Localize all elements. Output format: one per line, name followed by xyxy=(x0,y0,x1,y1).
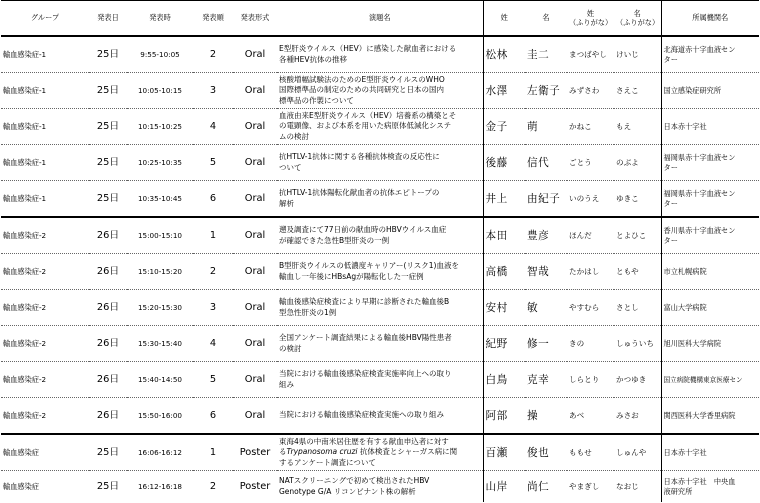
sei-cell: 松林 xyxy=(483,36,525,73)
mei-cell: 操 xyxy=(525,398,567,435)
header-order: 発表順 xyxy=(193,1,233,37)
sei-cell: 山岸 xyxy=(483,471,525,503)
time-cell: 16:12-16:18 xyxy=(137,481,183,491)
date-cell: 25日 xyxy=(89,181,127,218)
mei-cell: 由紀子 xyxy=(525,181,567,218)
group-cell: 輸血感染症 xyxy=(3,481,39,491)
table-row xyxy=(1,217,759,254)
date-cell: 26日 xyxy=(89,326,127,362)
order-cell: 4 xyxy=(193,109,233,145)
mei-kana-cell: しゅういち xyxy=(614,326,661,362)
mei-cell: 萌 xyxy=(525,109,567,145)
format-cell: Oral xyxy=(233,217,277,254)
sei-kana-cell: きの xyxy=(567,326,614,362)
format-cell: Oral xyxy=(233,36,277,73)
sei-kana-cell: やまぎし xyxy=(569,481,600,491)
title-cell: E型肝炎ウイルス（HEV）に感染した献血者における 各種HEV抗体の推移 xyxy=(277,36,483,73)
order-cell: 3 xyxy=(193,73,233,109)
mei-cell: 尚仁 xyxy=(527,480,550,493)
title-cell: 輸血後感染症検査により早期に診断された輸血後B 型急性肝炎の1例 xyxy=(277,290,483,326)
mei-cell: 敏 xyxy=(525,290,567,326)
header-format: 発表形式 xyxy=(233,1,277,37)
time-cell: 15:50-16:00 xyxy=(127,398,193,435)
format-cell: Oral xyxy=(233,145,277,181)
affiliation-cell: 日本赤十字社 xyxy=(661,109,759,145)
group-cell: 輸血感染症-2 xyxy=(1,217,89,254)
group-cell: 輸血感染症-1 xyxy=(1,36,89,73)
group-cell: 輸血感染症-2 xyxy=(1,398,89,435)
affiliation-cell: 日本赤十字社 xyxy=(661,434,759,471)
group-cell: 輸血感染症-1 xyxy=(1,181,89,218)
affiliation-cell: 日本赤十字社 中央血 液研究所 xyxy=(661,471,759,503)
order-cell: 2 xyxy=(209,480,217,492)
affiliation-cell: 国立病院機構東京医療セン xyxy=(661,362,759,398)
sei-cell: 金子 xyxy=(483,109,525,145)
title-cell: 当院における輸血後感染症検査実施への取り組み xyxy=(277,398,483,435)
format-cell: Poster xyxy=(233,434,277,471)
table-row xyxy=(1,471,759,503)
affiliation-cell: 香川県赤十字血液セン ター xyxy=(661,217,759,254)
order-cell: 3 xyxy=(193,290,233,326)
sei-cell: 高橋 xyxy=(483,254,525,290)
table-row xyxy=(1,109,759,145)
format-cell: Poster xyxy=(239,480,271,492)
sei-kana-cell: ももせ xyxy=(567,434,614,471)
sei-cell: 本田 xyxy=(483,217,525,254)
header-group: グループ xyxy=(1,1,89,37)
date-cell: 26日 xyxy=(89,398,127,435)
mei-kana-cell: のぶよ xyxy=(614,145,661,181)
table-row xyxy=(1,326,759,362)
mei-cell: 俊也 xyxy=(525,434,567,471)
order-cell: 2 xyxy=(193,36,233,73)
title-cell: B型肝炎ウイルスの低濃度キャリアー(リスク1)血液を 輸血し一年後にHBsAgが陽転化した一症例 xyxy=(277,254,483,290)
mei-cell: 信代 xyxy=(525,145,567,181)
mei-cell: 智哉 xyxy=(525,254,567,290)
title-cell: 核酸増幅試験法のためのE型肝炎ウイルスのWHO 国際標準品の制定のための共同研究と日本の国内 標準品の作製について xyxy=(277,73,483,109)
date-cell: 25日 xyxy=(89,434,127,471)
sei-cell: 紀野 xyxy=(483,326,525,362)
mei-cell: 圭二 xyxy=(525,36,567,73)
order-cell: 4 xyxy=(193,326,233,362)
mei-kana-cell: さえこ xyxy=(614,73,661,109)
header-mei: 名 xyxy=(525,1,567,37)
mei-cell: 克幸 xyxy=(525,362,567,398)
sei-kana-cell: まつばやし xyxy=(567,36,614,73)
sei-cell: 阿部 xyxy=(483,398,525,435)
header-row xyxy=(1,1,759,37)
group-cell: 輸血感染症-1 xyxy=(1,73,89,109)
header-title: 演題名 xyxy=(277,1,483,37)
time-cell: 10:15-10:25 xyxy=(127,109,193,145)
title-cell: 抗HTLV-1抗体陽転化献血者の抗体エピトープの 解析 xyxy=(277,181,483,218)
table-row xyxy=(1,254,759,290)
sei-cell: 白鳥 xyxy=(483,362,525,398)
date-cell: 25日 xyxy=(96,480,120,492)
order-cell: 1 xyxy=(193,434,233,471)
mei-kana-cell: もえ xyxy=(614,109,661,145)
format-cell: Oral xyxy=(233,326,277,362)
order-cell: 2 xyxy=(193,254,233,290)
order-cell: 1 xyxy=(193,217,233,254)
time-cell: 15:20-15:30 xyxy=(127,290,193,326)
title-cell: 当院における輸血後感染症検査実施率向上への取り 組み xyxy=(277,362,483,398)
mei-kana-cell: さとし xyxy=(614,290,661,326)
sei-kana-cell: みずさわ xyxy=(567,73,614,109)
presentation-table xyxy=(1,0,759,502)
time-cell: 15:00-15:10 xyxy=(127,217,193,254)
time-cell: 15:40-14:50 xyxy=(127,362,193,398)
affiliation-cell: 富山大学病院 xyxy=(661,290,759,326)
table-row xyxy=(1,398,759,435)
format-cell: Oral xyxy=(233,254,277,290)
format-cell: Oral xyxy=(233,109,277,145)
order-cell: 6 xyxy=(193,181,233,218)
header-time: 発表時 xyxy=(127,1,193,37)
sei-kana-cell: ごとう xyxy=(567,145,614,181)
affiliation-cell: 市立札幌病院 xyxy=(661,254,759,290)
date-cell: 25日 xyxy=(89,36,127,73)
title-cell: 東海4県の中南米居住歴を有する献血申込者に対す るTrypanosoma cruzi 抗体検査とシャーガス病に関 するアンケート調査について xyxy=(277,434,483,471)
date-cell: 26日 xyxy=(89,217,127,254)
mei-cell: 左衛子 xyxy=(525,73,567,109)
date-cell: 26日 xyxy=(89,362,127,398)
affiliation-cell: 北海道赤十字血液セン ター xyxy=(661,36,759,73)
sei-kana-cell: ほんだ xyxy=(567,217,614,254)
date-cell: 25日 xyxy=(89,145,127,181)
mei-cell: 豊彦 xyxy=(525,217,567,254)
order-cell: 6 xyxy=(193,398,233,435)
sei-cell: 安村 xyxy=(483,290,525,326)
mei-cell: 修一 xyxy=(525,326,567,362)
sei-cell: 後藤 xyxy=(483,145,525,181)
mei-kana-cell: ともや xyxy=(614,254,661,290)
group-cell: 輸血感染症-2 xyxy=(1,326,89,362)
time-cell: 16:06-16:12 xyxy=(127,434,193,471)
time-cell: 10:25-10:35 xyxy=(127,145,193,181)
table-row xyxy=(1,181,759,218)
header-date: 発表日 xyxy=(89,1,127,37)
table-row xyxy=(1,73,759,109)
sei-kana-cell: かねこ xyxy=(567,109,614,145)
mei-kana-cell: しゅんや xyxy=(614,434,661,471)
mei-kana-cell: けいじ xyxy=(614,36,661,73)
group-cell: 輸血感染症 xyxy=(1,434,89,471)
sei-kana-cell: やすむら xyxy=(567,290,614,326)
group-cell: 輸血感染症-2 xyxy=(1,254,89,290)
format-cell: Oral xyxy=(233,73,277,109)
table-row xyxy=(1,434,759,471)
table-row xyxy=(1,36,759,73)
group-cell: 輸血感染症-2 xyxy=(1,362,89,398)
title-cell: 抗HTLV-1抗体に関する各種抗体検査の反応性に ついて xyxy=(277,145,483,181)
mei-kana-cell: かつゆき xyxy=(614,362,661,398)
header-affiliation: 所属機関名 xyxy=(661,1,759,37)
format-cell: Oral xyxy=(233,290,277,326)
mei-kana-cell: なおじ xyxy=(616,481,639,491)
affiliation-cell: 旭川医科大学病院 xyxy=(661,326,759,362)
time-cell: 9:55-10:05 xyxy=(127,36,193,73)
order-cell: 5 xyxy=(193,362,233,398)
title-cell: NATスクリーニングで初めて検出されたHBV Genotype G/A リコンビナント株の解析 xyxy=(279,476,430,496)
affiliation-cell: 福岡県赤十字血液セン ター xyxy=(661,181,759,218)
date-cell: 25日 xyxy=(89,73,127,109)
format-cell: Oral xyxy=(233,181,277,218)
sei-cell: 百瀬 xyxy=(483,434,525,471)
format-cell: Oral xyxy=(233,362,277,398)
affiliation-cell: 福岡県赤十字血液セン ター xyxy=(661,145,759,181)
time-cell: 10:05-10:15 xyxy=(127,73,193,109)
date-cell: 26日 xyxy=(89,254,127,290)
table-row xyxy=(1,145,759,181)
group-cell: 輸血感染症-2 xyxy=(1,290,89,326)
mei-kana-cell: とよひこ xyxy=(614,217,661,254)
sei-kana-cell: いのうえ xyxy=(567,181,614,218)
date-cell: 25日 xyxy=(89,109,127,145)
header-sei-kana: 姓 （ふりがな） xyxy=(567,1,614,37)
sei-kana-cell: しらとり xyxy=(567,362,614,398)
title-cell: 血液由来E型肝炎ウイルス（HEV）培養系の構築とそ の電顕像、および本系を用いた病原体低減化システ ムの検討 xyxy=(277,109,483,145)
sei-cell: 水澤 xyxy=(483,73,525,109)
affiliation-cell: 関西医科大学香里病院 xyxy=(661,398,759,435)
group-cell: 輸血感染症-1 xyxy=(1,109,89,145)
group-cell: 輸血感染症-1 xyxy=(1,145,89,181)
format-cell: Oral xyxy=(233,398,277,435)
table-row xyxy=(1,290,759,326)
time-cell: 10:35-10:45 xyxy=(127,181,193,218)
order-cell: 5 xyxy=(193,145,233,181)
header-sei: 姓 xyxy=(483,1,525,37)
sei-kana-cell: たかはし xyxy=(567,254,614,290)
time-cell: 15:30-15:40 xyxy=(127,326,193,362)
sei-cell: 井上 xyxy=(483,181,525,218)
affiliation-cell: 国立感染症研究所 xyxy=(661,73,759,109)
header-mei-kana: 名 （ふりがな） xyxy=(614,1,661,37)
mei-kana-cell: みさお xyxy=(614,398,661,435)
mei-kana-cell: ゆきこ xyxy=(614,181,661,218)
sei-kana-cell: あべ xyxy=(567,398,614,435)
title-cell: 遡及調査にて77日前の献血時のHBVウイルス血症 が確認できた急性B型肝炎の一例 xyxy=(277,217,483,254)
date-cell: 26日 xyxy=(89,290,127,326)
time-cell: 15:10-15:20 xyxy=(127,254,193,290)
table-row xyxy=(1,362,759,398)
title-cell: 全国アンケート調査結果による輸血後HBV陽性患者 の検討 xyxy=(277,326,483,362)
